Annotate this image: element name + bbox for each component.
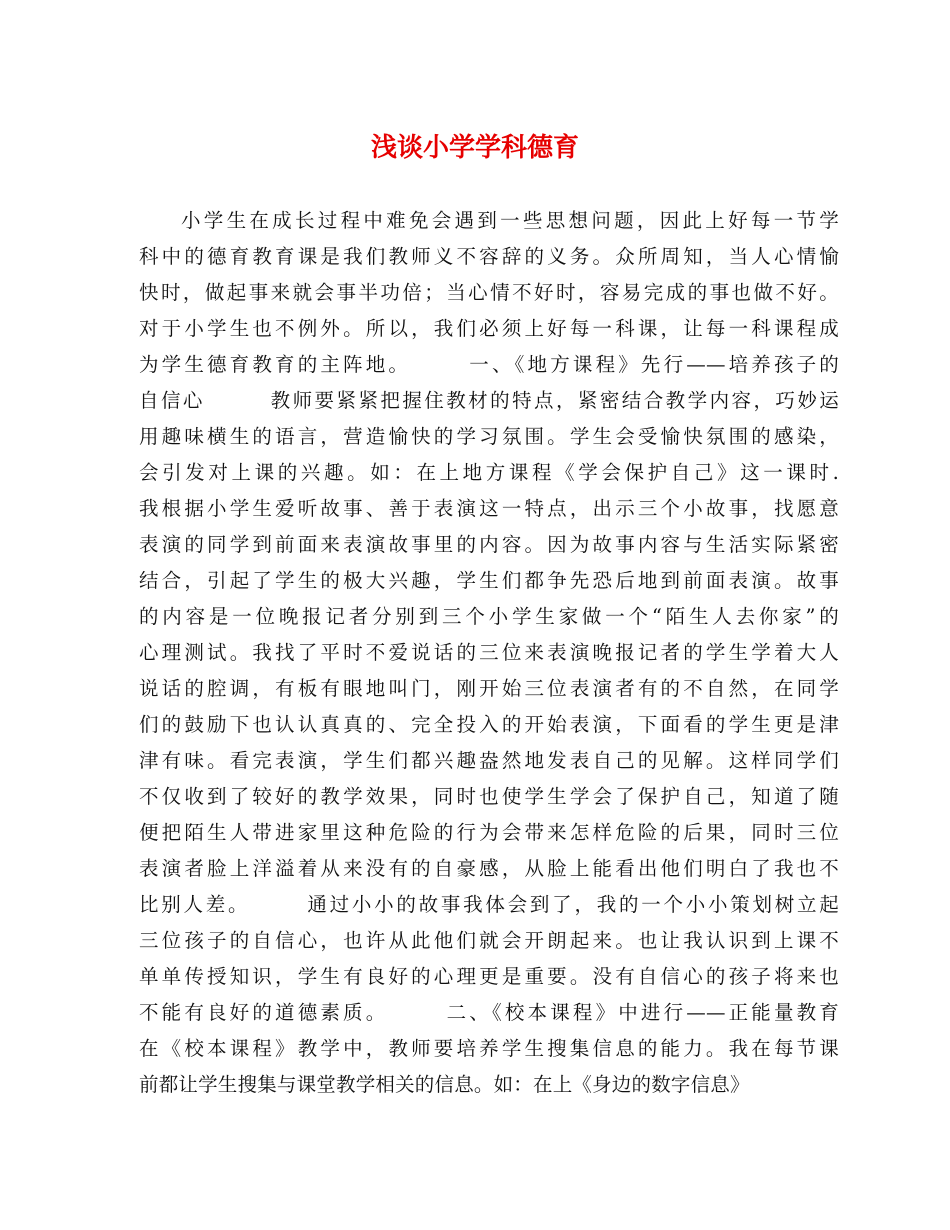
body-line: 表演者脸上洋溢着从来没有的自豪感，从脸上能看出他们明白了我也不 (139, 857, 839, 880)
body-line: 心理测试。我找了平时不爱说话的三位来表演晚报记者的学生学着大人 (139, 641, 839, 664)
body-line: 单单传授知识，学生有良好的心理更是重要。没有自信心的孩子将来也 (139, 965, 839, 988)
body-line: 三位孩子的自信心，也许从此他们就会开朗起来。也让我认识到上课不 (139, 929, 839, 952)
body-line: 我根据小学生爱听故事、善于表演这一特点，出示三个小故事，找愿意 (139, 497, 839, 520)
body-line: 在《校本课程》教学中，教师要培养学生搜集信息的能力。我在每节课 (139, 1037, 839, 1060)
document-body (139, 203, 839, 1103)
body-line: 的内容是一位晚报记者分别到三个小学生家做一个“陌生人去你家”的 (139, 605, 839, 628)
body-line: 结合，引起了学生的极大兴趣，学生们都争先恐后地到前面表演。故事 (139, 569, 839, 592)
body-line: 小学生在成长过程中难免会遇到一些思想问题，因此上好每一节学 (181, 209, 839, 232)
body-line: 说话的腔调，有板有眼地叫门，刚开始三位表演者有的不自然，在同学 (139, 677, 839, 700)
body-line: 表演的同学到前面来表演故事里的内容。因为故事内容与生活实际紧密 (139, 533, 839, 556)
body-line: 对于小学生也不例外。所以，我们必须上好每一科课，让每一科课程成 (139, 317, 839, 340)
body-line: 比别人差。 通过小小的故事我体会到了，我的一个小小策划树立起 (139, 893, 839, 916)
body-line: 不能有良好的道德素质。 二、《校本课程》中进行——正能量教育 (139, 1001, 839, 1024)
body-line: 前都让学生搜集与课堂教学相关的信息。如：在上《身边的数字信息》 (139, 1073, 750, 1096)
body-line: 自信心 教师要紧紧把握住教材的特点，紧密结合教学内容，巧妙运 (139, 389, 839, 412)
body-line: 们的鼓励下也认认真真的、完全投入的开始表演，下面看的学生更是津 (139, 713, 839, 736)
body-line: 快时，做起事来就会事半功倍；当心情不好时，容易完成的事也做不好。 (139, 281, 839, 304)
body-line: 便把陌生人带进家里这种危险的行为会带来怎样危险的后果，同时三位 (139, 821, 839, 844)
body-line: 津有味。看完表演，学生们都兴趣盎然地发表自己的见解。这样同学们 (139, 749, 839, 772)
body-line: 会引发对上课的兴趣。如：在上地方课程《学会保护自己》这一课时. (139, 461, 839, 484)
body-line: 不仅收到了较好的教学效果，同时也使学生学会了保护自己，知道了随 (139, 785, 839, 808)
body-line: 为学生德育教育的主阵地。 一、《地方课程》先行——培养孩子的 (139, 353, 839, 376)
body-line: 科中的德育教育课是我们教师义不容辞的义务。众所周知，当人心情愉 (139, 245, 839, 268)
body-line: 用趣味横生的语言，营造愉快的学习氛围。学生会受愉快氛围的感染， (139, 425, 839, 448)
document-title: 浅谈小学学科德育 (370, 133, 579, 163)
